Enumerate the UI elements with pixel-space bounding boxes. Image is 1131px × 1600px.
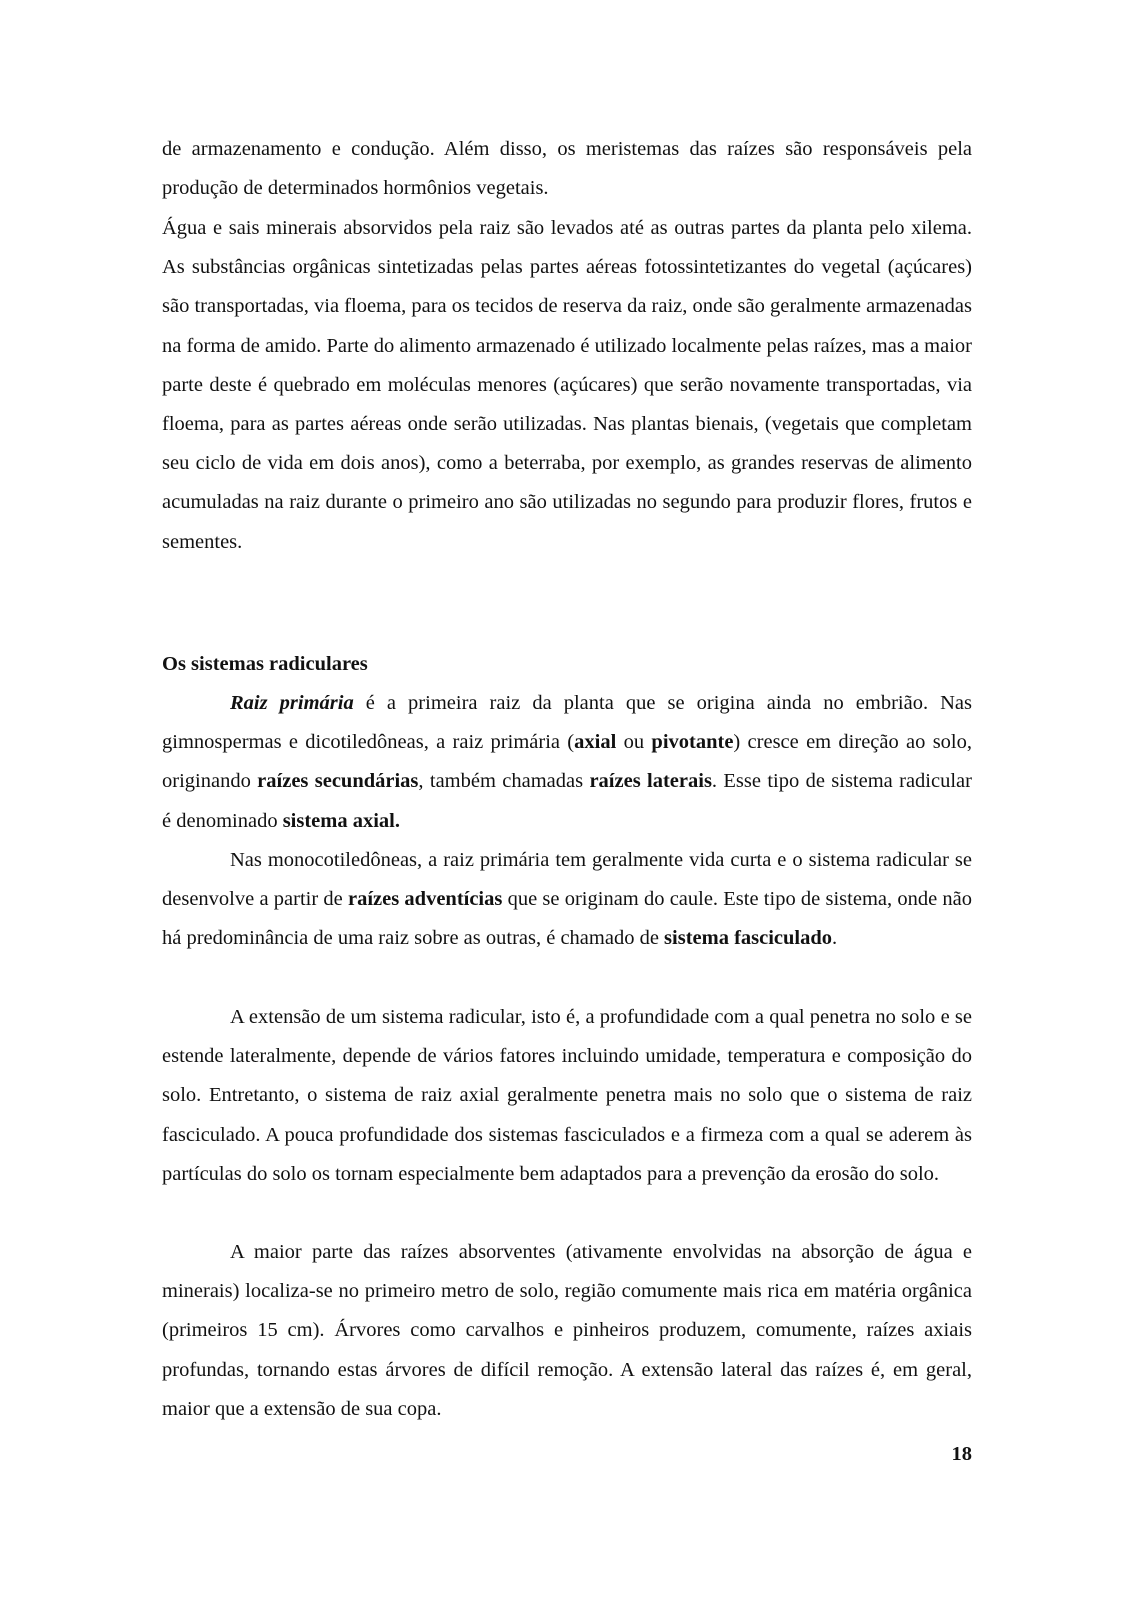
text-segment: ou: [616, 731, 652, 754]
term-pivotante: pivotante: [651, 731, 734, 754]
page-number: 18: [951, 1443, 972, 1465]
term-axial: axial: [574, 731, 617, 754]
paragraph-primary-root: [162, 684, 972, 841]
paragraph-water-transport: Água e sais minerais absorvidos pela raiz são levados até as outras partes da planta pelo xilema. As substâncias orgânicas sintetizadas pelas partes aéreas fotossintetizantes do vegetal (açúcares) são transportadas, via floema, para os tecidos de reserva da raiz, onde são geralmente armazenadas na forma de amido. Parte do alimento armazenado é utilizado localmente pelas raízes, mas a maior parte deste é quebrado em moléculas menores (açúcares) que serão novamente transportadas, via floema, para as partes aéreas onde serão utilizadas. Nas plantas bienais, (vegetais que completam seu ciclo de vida em dois anos), como a beterraba, por exemplo, as grandes reservas de alimento acumuladas na raiz durante o primeiro ano são utilizadas no segundo para produzir flores, frutos e sementes.: [162, 217, 972, 553]
section-heading: Os sistemas radiculares: [162, 653, 368, 675]
text-segment: . Esse tipo de sistema radicular é denominado: [162, 770, 972, 832]
text-segment: , também chamadas: [418, 770, 590, 793]
text-segment: é a primeira raiz da planta que se origina ainda no embrião. Nas gimnospermas e dicotiledôneas, a raiz primária (: [162, 692, 972, 754]
paragraph-continuation: de armazenamento e condução. Além disso, os meristemas das raízes são responsáveis pela produção de determinados hormônios vegetais.: [162, 138, 972, 200]
text-segment: Nas monocotiledôneas, a raiz primária tem geralmente vida curta e o sistema radicular se desenvolve a partir de: [162, 849, 972, 911]
paragraph-root-extension: A extensão de um sistema radicular, isto é, a profundidade com a qual penetra no solo e se estende lateralmente, depende de vários fatores incluindo umidade, temperatura e composição do solo. Entretanto, o sistema de raiz axial geralmente penetra mais no solo que o sistema de raiz fasciculado. A pouca profundidade dos sistemas fasciculados e a firmeza com a qual se aderem às partículas do solo os tornam especialmente bem adaptados para a prevenção da erosão do solo.: [162, 1006, 972, 1185]
term-raizes-secundarias: raízes secundárias: [257, 770, 419, 793]
text-segment: .: [832, 927, 838, 950]
term-raizes-adventicias: raízes adventícias: [347, 888, 503, 911]
text-segment: ) cresce em direção ao solo, originando: [162, 731, 973, 793]
term-raizes-laterais: raízes laterais: [589, 770, 712, 793]
paragraph-monocots: [162, 841, 972, 959]
term-sistema-fasciculado: sistema fasciculado: [664, 927, 833, 950]
paragraph-absorbent-roots: A maior parte das raízes absorventes (ativamente envolvidas na absorção de água e minerais) localiza-se no primeiro metro de solo, região comumente mais rica em matéria orgânica (primeiros 15 cm). Árvores como carvalhos e pinheiros produzem, comumente, raízes axiais profundas, tornando estas árvores de difícil remoção. A extensão lateral das raízes é, em geral, maior que a extensão de sua copa.: [162, 1241, 972, 1420]
term-sistema-axial: sistema axial.: [282, 809, 400, 832]
term-raiz-primaria: Raiz primária: [230, 692, 354, 714]
text-segment: que se originam do caule. Este tipo de sistema, onde não há predominância de uma raiz sobre as outras, é chamado de: [162, 888, 973, 950]
